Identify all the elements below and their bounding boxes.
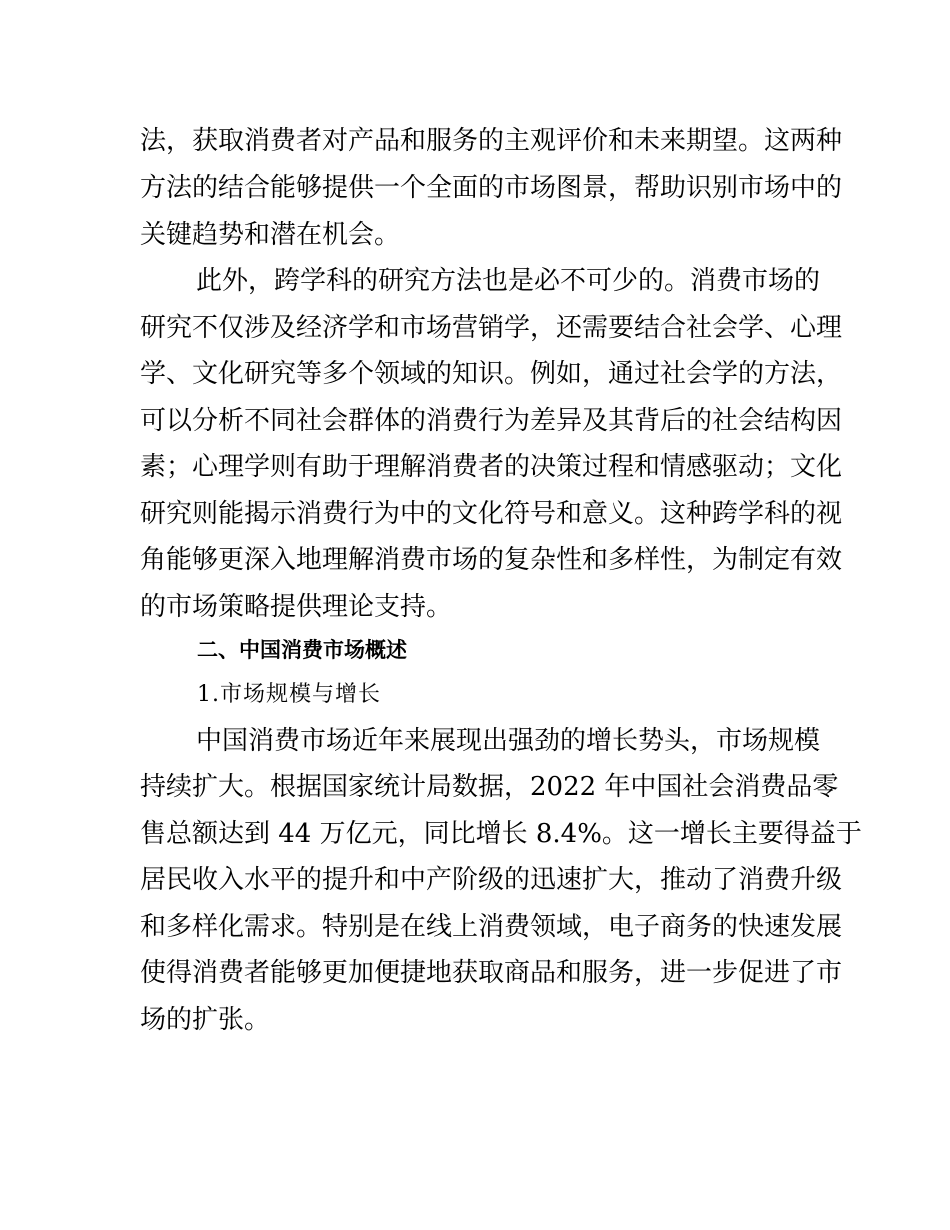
text-line: 中国消费市场近年来展现出强劲的增长势头，市场规模 <box>196 726 821 756</box>
subsection-heading: 1.市场规模与增长 <box>197 682 381 707</box>
text-line: 居民收入水平的提升和中产阶级的迅速扩大，推动了消费升级 <box>140 865 843 895</box>
text-line: 售总额达到 44 万亿元，同比增长 8.4%。这一增长主要得益于 <box>140 819 862 849</box>
text-line: 和多样化需求。特别是在线上消费领域，电子商务的快速发展 <box>140 912 843 942</box>
text-line: 研究不仅涉及经济学和市场营销学，还需要结合社会学、心理 <box>140 313 843 343</box>
text-line: 持续扩大。根据国家统计局数据，2022 年中国社会消费品零 <box>140 772 839 802</box>
text-line: 此外，跨学科的研究方法也是必不可少的。消费市场的 <box>196 266 821 296</box>
text-line: 关键趋势和潜在机会。 <box>140 220 401 250</box>
text-line: 场的扩张。 <box>140 1005 271 1035</box>
section-heading: 二、中国消费市场概述 <box>197 638 407 662</box>
text-line: 的市场策略提供理论支持。 <box>140 592 453 622</box>
text-line: 角能够更深入地理解消费市场的复杂性和多样性，为制定有效 <box>140 545 843 575</box>
text-line: 法，获取消费者对产品和服务的主观评价和未来期望。这两种 <box>140 126 843 156</box>
text-line: 使得消费者能够更加便捷地获取商品和服务，进一步促进了市 <box>140 958 843 988</box>
text-line: 可以分析不同社会群体的消费行为差异及其背后的社会结构因 <box>140 406 843 436</box>
text-line: 方法的结合能够提供一个全面的市场图景，帮助识别市场中的 <box>140 173 843 203</box>
text-line: 素；心理学则有助于理解消费者的决策过程和情感驱动；文化 <box>140 452 843 482</box>
text-line: 学、文化研究等多个领域的知识。例如，通过社会学的方法， <box>140 359 843 389</box>
text-line: 研究则能揭示消费行为中的文化符号和意义。这种跨学科的视 <box>140 499 843 529</box>
